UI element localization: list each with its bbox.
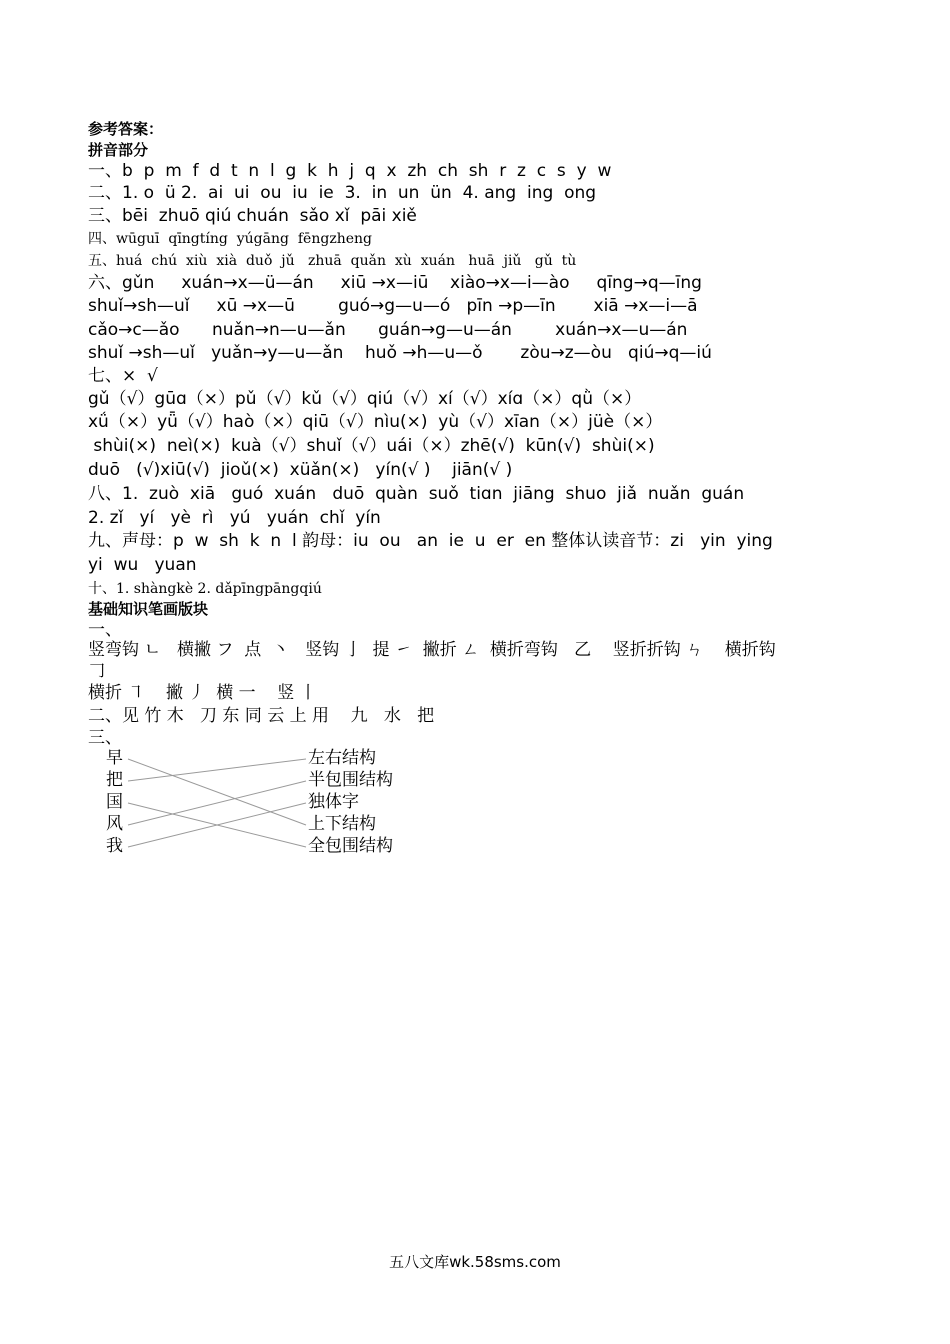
strokes-line-1: 竖弯钩 ㄴ 横撇 フ 点 丶 竖钩 亅 提 ㇀ 撇折 ㄥ 横折弯钩 乙 竖折折钩 ㄣ 横折钩 — [88, 640, 776, 660]
answer-line-4: 四、wūguī qīngtíng yúgāng fēngzheng — [88, 231, 372, 247]
answer-line-9: shuǐ →sh—uǐ yuǎn→y—u—ǎn huǒ →h—u—ǒ zòu→z—òu qiú→q—iú — [88, 343, 712, 363]
answer-line-16: 2. zǐ yí yè rì yú yuán chǐ yín — [88, 508, 381, 528]
answer-line-10: 七、× √ — [88, 366, 158, 386]
section-pinyin-title: 拼音部分 — [88, 141, 149, 159]
strokes-label-1: 一、 — [88, 620, 122, 640]
match-right-4: 全包围结构 — [308, 836, 393, 856]
answer-line-15: 八、1. zuò xiā guó xuán duō quàn suǒ tiɑn jiāng shuo jiǎ nuǎn guán — [88, 484, 745, 504]
answer-line-7: shuǐ→sh—uǐ xū →x—ū guó→g—u—ó pīn →p—īn xiā →x—i—ā — [88, 296, 698, 316]
answer-line-18: yi wu yuan — [88, 555, 197, 575]
answer-line-5: 五、huá chú xiù xià duǒ jǔ zhuā quǎn xù xuán huā jiǔ gǔ tù — [88, 253, 577, 269]
match-line-4 — [128, 803, 306, 847]
answer-line-19: 十、1. shàngkè 2. dǎpīngpāngqiú — [88, 581, 322, 597]
match-line-3 — [128, 781, 306, 825]
answer-heading: 参考答案： — [88, 120, 164, 138]
strokes-line-3: 二、见 竹 木 刀 东 同 云 上 用 九 水 把 — [88, 706, 435, 726]
section-strokes-title: 基础知识笔画版块 — [88, 600, 209, 618]
answer-line-3: 三、bēi zhuō qiú chuán sǎo xǐ pāi xiě — [88, 206, 417, 226]
match-right-3: 上下结构 — [308, 814, 376, 834]
match-right-0: 左右结构 — [308, 748, 376, 768]
match-left-0: 早 — [106, 748, 123, 768]
match-line-0 — [128, 759, 306, 825]
answer-line-6: 六、gǔn xuán→x—ü—án xiū →x—iū xiào→x—i—ào qīng→q—īng — [88, 273, 702, 293]
answer-line-11: gǔ（√）gūɑ（×）pǔ（√）kǔ（√）qiú（√）xí（√）xíɑ（×）qǜ（×） — [88, 389, 642, 409]
match-right-2: 独体字 — [308, 792, 359, 812]
answer-line-17: 九、声母：p w sh k n l 韵母：iu ou an ie u er en 整体认读音节：zi yin ying — [88, 531, 773, 551]
answer-line-12: xǘ（×）yǖ（√）haò（×）qiū（√）nìu(×) yù（√）xīan（×）jüè（×） — [88, 412, 663, 432]
answer-line-14: duō (√)xiū(√) jioǔ(×) xüǎn(×) yín(√ ) jiān(√ ) — [88, 460, 513, 480]
strokes-line-1b: 𠃌 — [88, 661, 105, 681]
match-right-1: 半包围结构 — [308, 770, 393, 790]
strokes-label-3: 三、 — [88, 728, 122, 748]
strokes-line-2: 横折 ㇕ 撇 丿 横 一 竖 丨 — [88, 683, 317, 703]
answer-line-1: 一、b p m f d t n l g k h j q x zh ch sh r z c s y w — [88, 161, 612, 181]
match-left-3: 风 — [106, 814, 123, 834]
match-left-4: 我 — [106, 836, 123, 856]
match-left-2: 国 — [106, 792, 123, 812]
answer-line-13: shùi(×) neì(×) kuà（√）shuǐ（√）uái（×）zhē(√) kūn(√) shùi(×) — [88, 436, 655, 456]
match-line-2 — [128, 803, 306, 847]
answer-line-2: 二、1. o ü 2. ai ui ou iu ie 3. in un ün 4. ang ing ong — [88, 183, 597, 203]
match-line-1 — [128, 759, 306, 781]
footer-watermark: 五八文库wk.58sms.com — [389, 1253, 561, 1271]
answer-line-8: cǎo→c—ǎo nuǎn→n—u—ǎn guán→g—u—án xuán→x—u—án — [88, 320, 688, 340]
match-left-1: 把 — [106, 770, 123, 790]
